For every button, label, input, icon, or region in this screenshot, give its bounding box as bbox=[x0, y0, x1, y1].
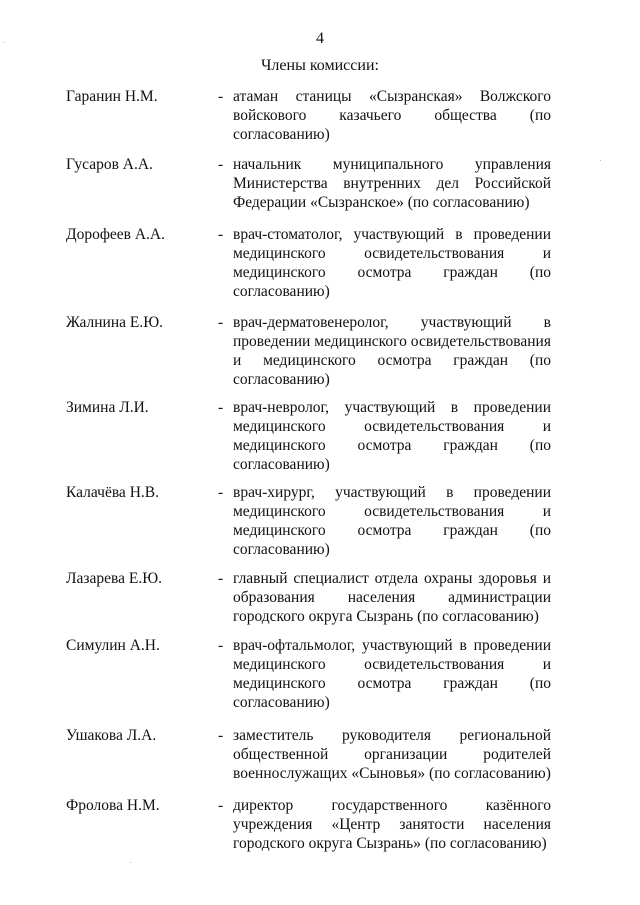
member-dash: - bbox=[218, 314, 224, 331]
member-dash: - bbox=[218, 226, 224, 243]
scan-speck bbox=[600, 160, 601, 161]
member-role: директор государственного казённого учреждения «Центр занятости населения городского округа Сызрань» (по согласованию) bbox=[233, 797, 551, 852]
member-name: Гаранин Н.М. bbox=[66, 88, 158, 105]
commission-members-heading: Члены комиссии: bbox=[261, 57, 379, 74]
member-dash: - bbox=[218, 637, 224, 654]
member-name: Ушакова Л.А. bbox=[66, 727, 157, 744]
member-dash: - bbox=[218, 570, 224, 587]
member-name: Жалнина Е.Ю. bbox=[66, 314, 164, 331]
member-dash: - bbox=[218, 797, 224, 814]
member-dash: - bbox=[218, 727, 224, 744]
member-name: Калачёва Н.В. bbox=[66, 484, 159, 501]
member-role: главный специалист отдела охраны здоровья и образования населения администрации городского округа Сызрань (по согласованию) bbox=[233, 570, 551, 625]
member-name: Дорофеев А.А. bbox=[66, 226, 165, 243]
scan-speck bbox=[4, 42, 5, 43]
member-dash: - bbox=[218, 156, 224, 173]
member-name: Лазарева Е.Ю. bbox=[66, 570, 163, 587]
scan-speck bbox=[130, 862, 131, 863]
member-name: Гусаров А.А. bbox=[66, 156, 153, 173]
member-dash: - bbox=[218, 484, 224, 501]
member-dash: - bbox=[218, 399, 224, 416]
member-dash: - bbox=[218, 88, 224, 105]
member-role: заместитель руководителя региональной общественной организации родителей военнослужащих «Сыновья» (по согласованию) bbox=[233, 727, 551, 782]
member-name: Зимина Л.И. bbox=[66, 399, 149, 416]
member-role: врач-дерматовенеролог, участвующий в проведении медицинского освидетельствования и медицинского осмотра граждан (по согласованию) bbox=[233, 314, 551, 388]
member-role: врач-стоматолог, участвующий в проведении медицинского освидетельствования и медицинского осмотра граждан (по согласованию) bbox=[233, 226, 551, 300]
page-number: 4 bbox=[316, 30, 324, 47]
member-role: врач-невролог, участвующий в проведении медицинского освидетельствования и медицинского осмотра граждан (по согласованию) bbox=[233, 399, 551, 473]
member-name: Симулин А.Н. bbox=[66, 637, 160, 654]
member-role: врач-офтальмолог, участвующий в проведении медицинского освидетельствования и медицинского осмотра граждан (по согласованию) bbox=[233, 637, 551, 711]
member-name: Фролова Н.М. bbox=[66, 797, 160, 814]
member-role: атаман станицы «Сызранская» Волжского войскового казачьего общества (по согласованию) bbox=[233, 88, 551, 143]
member-role: врач-хирург, участвующий в проведении медицинского освидетельствования и медицинского осмотра граждан (по согласованию) bbox=[233, 484, 551, 558]
member-role: начальник муниципального управления Министерства внутренних дел Российской Федерации «Сызранское» (по согласованию) bbox=[233, 156, 551, 211]
